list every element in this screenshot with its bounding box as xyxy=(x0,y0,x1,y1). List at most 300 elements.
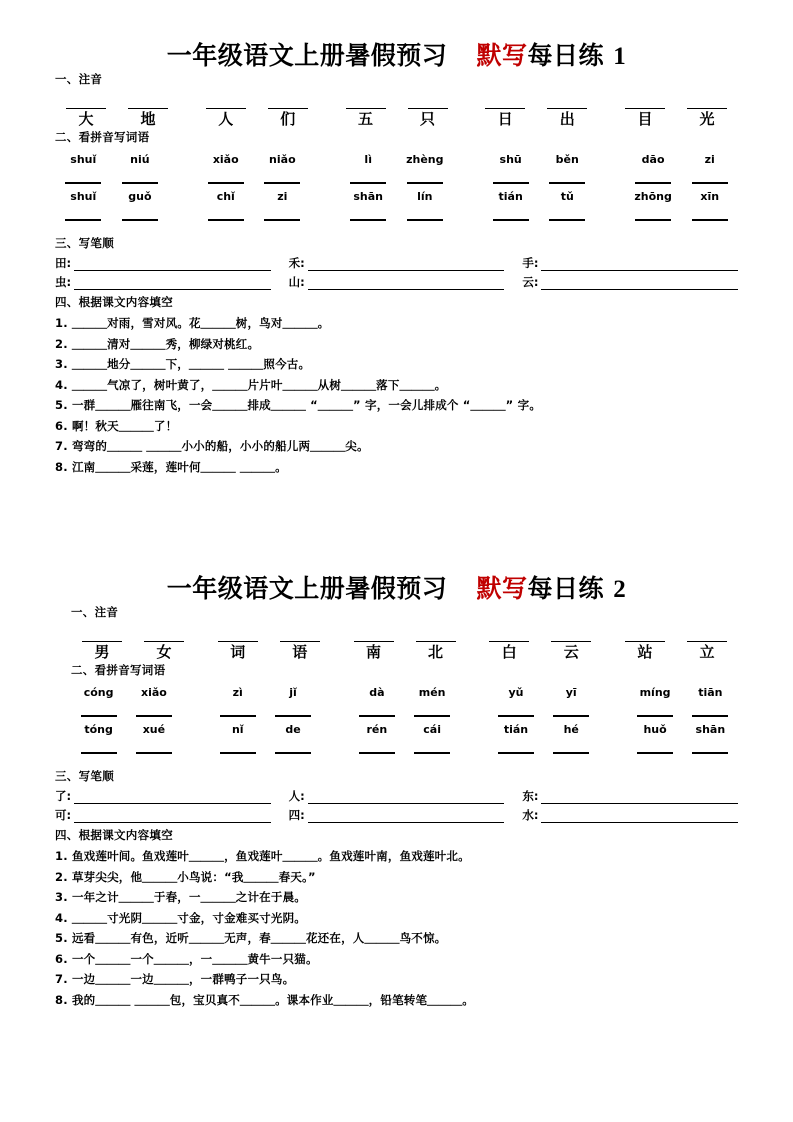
zhuyin-word-group xyxy=(195,94,319,128)
answer-blank[interactable] xyxy=(637,715,673,717)
stroke-order-item xyxy=(522,257,738,271)
question-item[interactable]: 4. ＿＿＿寸光阴＿＿＿寸金，寸金难买寸光阴。 xyxy=(55,910,306,925)
zhuyin-word-group xyxy=(614,94,738,128)
pinyin-syllable: lì xyxy=(364,152,372,166)
write-cell xyxy=(254,219,311,221)
stroke-order-item xyxy=(289,790,523,804)
pinyin-cell xyxy=(627,686,682,699)
answer-blank[interactable] xyxy=(414,752,450,754)
pinyin-cell xyxy=(254,190,311,203)
zhuyin-character: 站 xyxy=(637,642,653,661)
pinyin-cell xyxy=(349,723,404,736)
question-item[interactable]: 6. 啊！秋天＿＿＿了！ xyxy=(55,418,178,433)
answer-blank[interactable] xyxy=(493,219,529,221)
zhuyin-character: 男 xyxy=(94,642,110,661)
write-cell xyxy=(397,182,454,184)
write-cell xyxy=(482,182,539,184)
answer-blank[interactable] xyxy=(218,627,258,642)
zhuyin-cell xyxy=(478,627,540,661)
answer-blank[interactable] xyxy=(128,94,168,109)
answer-blank[interactable] xyxy=(81,715,117,717)
pinyin-cell xyxy=(71,686,126,699)
zhuyin-cell xyxy=(405,627,467,661)
stroke-order-item xyxy=(55,257,289,271)
answer-blank[interactable] xyxy=(350,219,386,221)
zhuyin-cell xyxy=(133,627,195,661)
write-answer-row xyxy=(71,752,738,754)
answer-blank[interactable] xyxy=(354,627,394,642)
stroke-char-label: 田: xyxy=(55,256,72,271)
write-cell xyxy=(482,219,539,221)
pinyin-cell xyxy=(544,686,599,699)
question-list xyxy=(55,313,738,477)
pinyin-syllable: mén xyxy=(418,685,446,699)
pinyin-cell xyxy=(265,723,320,736)
pinyin-syllable: tián xyxy=(503,722,529,736)
write-cell xyxy=(112,219,169,221)
section-heading-pinyin-2: 二、看拼音写词语 xyxy=(71,663,166,678)
write-cell xyxy=(265,715,320,717)
answer-blank[interactable] xyxy=(308,257,505,271)
pinyin-cell xyxy=(539,190,596,203)
zhuyin-cell xyxy=(269,627,331,661)
stroke-order-item xyxy=(289,276,523,290)
answer-blank[interactable] xyxy=(308,790,505,804)
stroke-order-row xyxy=(55,257,738,271)
pinyin-syllable: huǒ xyxy=(643,722,667,736)
answer-blank[interactable] xyxy=(308,809,505,823)
pinyin-block-row-1 xyxy=(55,153,738,184)
answer-blank[interactable] xyxy=(547,94,587,109)
question-item[interactable]: 8. 我的＿＿＿ ＿＿＿包，宝贝真不＿＿＿。课本作业＿＿＿，铅笔转笔＿＿＿。 xyxy=(55,992,474,1007)
question-item[interactable]: 2. ＿＿＿清对＿＿＿秀，柳绿对桃红。 xyxy=(55,336,260,351)
zhuyin-character: 只 xyxy=(419,109,435,128)
section-heading-fillblank-2: 四、根据课文内容填空 xyxy=(55,828,173,843)
pinyin-cell xyxy=(397,153,454,166)
question-item[interactable]: 3. 一年之计＿＿＿于春，一＿＿＿之计在于晨。 xyxy=(55,890,306,905)
title-main-text: 一年级语文上册暑假预习 xyxy=(166,41,448,70)
pinyin-syllable: tǔ xyxy=(560,189,574,203)
page-title-1 xyxy=(55,42,738,71)
answer-blank[interactable] xyxy=(541,276,738,290)
stroke-order-item xyxy=(55,276,289,290)
answer-blank[interactable] xyxy=(268,94,308,109)
pinyin-cell xyxy=(482,153,539,166)
zhuyin-cell xyxy=(335,94,397,128)
write-cell xyxy=(210,715,265,717)
pinyin-syllable: shuǐ xyxy=(70,152,97,166)
pinyin-syllable: xiǎo xyxy=(212,152,239,166)
answer-blank[interactable] xyxy=(692,752,728,754)
answer-blank[interactable] xyxy=(280,627,320,642)
answer-blank[interactable] xyxy=(275,715,311,717)
answer-blank[interactable] xyxy=(493,182,529,184)
zhuyin-row-2 xyxy=(55,627,738,661)
answer-blank[interactable] xyxy=(549,219,585,221)
answer-blank[interactable] xyxy=(687,94,727,109)
answer-blank[interactable] xyxy=(625,627,665,642)
pinyin-text-row xyxy=(71,686,738,699)
pinyin-text-row xyxy=(55,190,738,203)
answer-blank[interactable] xyxy=(551,627,591,642)
zhuyin-cell xyxy=(257,94,319,128)
pinyin-cell xyxy=(126,686,181,699)
question-item[interactable]: 4. ＿＿＿气凉了，树叶黄了，＿＿＿片片叶＿＿＿从树＿＿＿落下＿＿＿。 xyxy=(55,377,447,392)
write-cell xyxy=(197,182,254,184)
answer-blank[interactable] xyxy=(485,94,525,109)
pinyin-cell xyxy=(625,153,682,166)
write-cell xyxy=(625,182,682,184)
pinyin-cell xyxy=(340,153,397,166)
write-cell xyxy=(539,182,596,184)
answer-blank[interactable] xyxy=(74,276,271,290)
answer-blank[interactable] xyxy=(346,94,386,109)
stroke-order-item xyxy=(289,257,523,271)
answer-blank[interactable] xyxy=(81,752,117,754)
zhuyin-word-group xyxy=(335,94,459,128)
zhuyin-word-group xyxy=(614,627,738,661)
pinyin-syllable: xiǎo xyxy=(140,685,167,699)
answer-blank[interactable] xyxy=(122,219,158,221)
pinyin-syllable: cái xyxy=(423,722,441,736)
answer-blank[interactable] xyxy=(498,752,534,754)
pinyin-syllable: zì xyxy=(232,685,243,699)
write-cell xyxy=(340,182,397,184)
zhuyin-word-group xyxy=(55,94,179,128)
answer-blank[interactable] xyxy=(74,809,271,823)
question-item[interactable]: 6. 一个＿＿＿一个＿＿＿，一＿＿＿黄牛一只猫。 xyxy=(55,951,318,966)
stroke-char-label: 虫: xyxy=(55,275,72,290)
zhuyin-character: 目 xyxy=(637,109,653,128)
pinyin-text-row xyxy=(71,723,738,736)
write-cell xyxy=(625,219,682,221)
pinyin-cell xyxy=(197,153,254,166)
pinyin-cell xyxy=(488,723,543,736)
write-cell xyxy=(539,219,596,221)
answer-blank[interactable] xyxy=(541,809,738,823)
write-cell xyxy=(71,752,126,754)
spacer xyxy=(596,182,625,184)
pinyin-cell xyxy=(55,153,112,166)
write-cell xyxy=(404,715,459,717)
spacer xyxy=(453,182,482,184)
pinyin-syllable: cóng xyxy=(83,685,114,699)
stroke-char-label: 了: xyxy=(55,789,72,804)
zhuyin-cell xyxy=(397,94,459,128)
zhuyin-word-group xyxy=(343,627,467,661)
zhuyin-row-1 xyxy=(55,94,738,128)
answer-blank[interactable] xyxy=(308,276,505,290)
pinyin-cell xyxy=(340,190,397,203)
pinyin-syllable: zhōng xyxy=(634,189,672,203)
write-cell xyxy=(197,219,254,221)
answer-blank[interactable] xyxy=(359,715,395,717)
stroke-char-label: 人: xyxy=(288,789,305,804)
write-cell xyxy=(55,182,112,184)
zhuyin-character: 大 xyxy=(78,109,94,128)
section-heading-pinyin-1: 二、看拼音写词语 xyxy=(55,130,150,145)
zhuyin-character: 日 xyxy=(497,109,513,128)
pinyin-syllable: shān xyxy=(353,189,384,203)
answer-blank[interactable] xyxy=(692,219,728,221)
section-heading-stroke-1: 三、写笔顺 xyxy=(55,235,114,250)
answer-blank[interactable] xyxy=(692,715,728,717)
stroke-char-label: 可: xyxy=(55,808,72,823)
write-cell xyxy=(488,752,543,754)
pinyin-cell xyxy=(210,686,265,699)
title-tail-text: 每日练 xyxy=(527,41,605,70)
answer-blank[interactable] xyxy=(408,94,448,109)
question-item[interactable]: 8. 江南＿＿＿采莲，莲叶何＿＿＿ ＿＿＿。 xyxy=(55,459,287,474)
pinyin-syllable: chǐ xyxy=(216,189,235,203)
question-item[interactable]: 1. 鱼戏莲叶间。鱼戏莲叶＿＿＿，鱼戏莲叶＿＿＿。鱼戏莲叶南，鱼戏莲叶北。 xyxy=(55,849,470,864)
pinyin-cell xyxy=(126,723,181,736)
stroke-char-label: 四: xyxy=(288,808,305,823)
write-cell xyxy=(126,752,181,754)
write-cell xyxy=(397,219,454,221)
pinyin-syllable: tóng xyxy=(84,722,113,736)
write-cell xyxy=(112,182,169,184)
pinyin-syllable: míng xyxy=(639,685,671,699)
pinyin-syllable: zi xyxy=(277,189,288,203)
worksheet-page-2 xyxy=(0,575,793,1010)
write-cell xyxy=(265,752,320,754)
zhuyin-cell xyxy=(676,627,738,661)
write-cell xyxy=(404,752,459,754)
spacer xyxy=(168,219,197,221)
pinyin-cell xyxy=(210,723,265,736)
answer-blank[interactable] xyxy=(350,182,386,184)
answer-blank[interactable] xyxy=(637,752,673,754)
section-heading-stroke-2: 三、写笔顺 xyxy=(55,768,114,783)
pinyin-cell xyxy=(681,190,738,203)
pinyin-cell xyxy=(404,686,459,699)
pinyin-syllable: shū xyxy=(499,152,522,166)
pinyin-cell xyxy=(55,190,112,203)
zhuyin-cell xyxy=(195,94,257,128)
pinyin-block-row-1 xyxy=(55,686,738,717)
question-item[interactable]: 7. 弯弯的＿＿＿ ＿＿＿小小的船，小小的船儿两＿＿＿尖。 xyxy=(55,439,369,454)
pinyin-syllable: dāo xyxy=(641,152,665,166)
answer-blank[interactable] xyxy=(206,94,246,109)
answer-blank[interactable] xyxy=(407,219,443,221)
zhuyin-character: 五 xyxy=(357,109,373,128)
question-item[interactable]: 3. ＿＿＿地分＿＿＿下，＿＿＿ ＿＿＿照今古。 xyxy=(55,357,311,372)
stroke-char-label: 水: xyxy=(522,808,539,823)
answer-blank[interactable] xyxy=(136,752,172,754)
pinyin-syllable: shān xyxy=(695,722,726,736)
answer-blank[interactable] xyxy=(407,182,443,184)
question-item[interactable]: 5. 一群＿＿＿雁往南飞，一会＿＿＿排成＿＿＿ “＿＿＿” 字，一会儿排成个 “＿＿＿” 字。 xyxy=(55,398,542,413)
title-highlight-text: 默写 xyxy=(476,41,528,70)
stroke-char-label: 云: xyxy=(522,275,539,290)
answer-blank[interactable] xyxy=(489,627,529,642)
zhuyin-cell xyxy=(676,94,738,128)
spacer xyxy=(311,219,340,221)
stroke-order-item xyxy=(522,276,738,290)
zhuyin-cell xyxy=(343,627,405,661)
pinyin-cell xyxy=(197,190,254,203)
answer-blank[interactable] xyxy=(65,182,101,184)
zhuyin-cell xyxy=(207,627,269,661)
answer-blank[interactable] xyxy=(692,182,728,184)
answer-blank[interactable] xyxy=(122,182,158,184)
pinyin-cell xyxy=(112,190,169,203)
question-item[interactable]: 7. 一边＿＿＿一边＿＿＿，一群鸭子一只鸟。 xyxy=(55,972,295,987)
zhuyin-word-group xyxy=(71,627,195,661)
spacer xyxy=(599,752,628,754)
pinyin-syllable: dà xyxy=(369,685,385,699)
zhuyin-character: 白 xyxy=(501,642,517,661)
worksheet-page-1 xyxy=(0,42,793,477)
question-item[interactable]: 1. ＿＿＿对雨，雪对风。花＿＿＿树，鸟对＿＿＿。 xyxy=(55,316,330,331)
answer-blank[interactable] xyxy=(66,94,106,109)
pinyin-syllable: nǐ xyxy=(231,722,244,736)
answer-blank[interactable] xyxy=(553,752,589,754)
zhuyin-character: 北 xyxy=(427,642,443,661)
zhuyin-cell xyxy=(614,627,676,661)
stroke-order-item xyxy=(289,809,523,823)
pinyin-block-row-2 xyxy=(55,723,738,754)
write-cell xyxy=(627,752,682,754)
pinyin-cell xyxy=(544,723,599,736)
answer-blank[interactable] xyxy=(208,182,244,184)
section-heading-zhuyin-2: 一、注音 xyxy=(71,604,119,619)
answer-blank[interactable] xyxy=(359,752,395,754)
write-cell xyxy=(210,752,265,754)
pinyin-cell xyxy=(112,153,169,166)
answer-blank[interactable] xyxy=(635,182,671,184)
pinyin-syllable: zhèng xyxy=(406,152,444,166)
pinyin-syllable: de xyxy=(285,722,301,736)
write-answer-row xyxy=(71,715,738,717)
stroke-order-item xyxy=(522,790,738,804)
pinyin-cell xyxy=(625,190,682,203)
answer-blank[interactable] xyxy=(635,219,671,221)
spacer xyxy=(168,182,197,184)
title-tail-text: 每日练 xyxy=(527,574,605,603)
answer-blank[interactable] xyxy=(541,790,738,804)
zhuyin-cell xyxy=(71,627,133,661)
answer-blank[interactable] xyxy=(687,627,727,642)
answer-blank[interactable] xyxy=(208,219,244,221)
write-answer-row xyxy=(55,219,738,221)
stroke-char-label: 山: xyxy=(288,275,305,290)
answer-blank[interactable] xyxy=(275,752,311,754)
title-main-text: 一年级语文上册暑假预习 xyxy=(166,574,448,603)
pinyin-syllable: yǔ xyxy=(508,685,524,699)
spacer xyxy=(453,219,482,221)
answer-blank[interactable] xyxy=(498,715,534,717)
answer-blank[interactable] xyxy=(414,715,450,717)
write-cell xyxy=(71,715,126,717)
write-cell xyxy=(683,715,738,717)
zhuyin-cell xyxy=(474,94,536,128)
zhuyin-cell xyxy=(117,94,179,128)
pinyin-syllable: rén xyxy=(366,722,388,736)
zhuyin-character: 们 xyxy=(280,109,296,128)
title-number: 2 xyxy=(613,576,627,603)
spacer xyxy=(182,715,211,717)
answer-blank[interactable] xyxy=(553,715,589,717)
zhuyin-character: 光 xyxy=(699,109,715,128)
zhuyin-character: 南 xyxy=(365,642,381,661)
zhuyin-character: 女 xyxy=(156,642,172,661)
stroke-order-row xyxy=(55,790,738,804)
zhuyin-character: 云 xyxy=(563,642,579,661)
answer-blank[interactable] xyxy=(74,257,271,271)
pinyin-cell xyxy=(265,686,320,699)
pinyin-cell xyxy=(627,723,682,736)
write-answer-row xyxy=(55,182,738,184)
write-cell xyxy=(488,715,543,717)
pinyin-syllable: jǐ xyxy=(289,685,297,699)
answer-blank[interactable] xyxy=(144,627,184,642)
question-list xyxy=(55,846,738,1010)
spacer xyxy=(321,715,350,717)
write-cell xyxy=(55,219,112,221)
pinyin-syllable: niǎo xyxy=(269,152,296,166)
zhuyin-character: 立 xyxy=(699,642,715,661)
pinyin-cell xyxy=(404,723,459,736)
answer-blank[interactable] xyxy=(136,715,172,717)
answer-blank[interactable] xyxy=(74,790,271,804)
stroke-order-item xyxy=(55,790,289,804)
zhuyin-character: 出 xyxy=(559,109,575,128)
pinyin-cell xyxy=(683,723,738,736)
answer-blank[interactable] xyxy=(416,627,456,642)
stroke-order-row xyxy=(55,276,738,290)
pinyin-cell xyxy=(349,686,404,699)
write-cell xyxy=(627,715,682,717)
zhuyin-character: 地 xyxy=(140,109,156,128)
answer-blank[interactable] xyxy=(65,219,101,221)
question-item[interactable]: 5. 远看＿＿＿有色，近听＿＿＿无声，春＿＿＿花还在，人＿＿＿鸟不惊。 xyxy=(55,931,447,946)
answer-blank[interactable] xyxy=(549,182,585,184)
spacer xyxy=(460,715,489,717)
spacer xyxy=(460,752,489,754)
answer-blank[interactable] xyxy=(625,94,665,109)
pinyin-block-row-2 xyxy=(55,190,738,221)
zhuyin-cell xyxy=(55,94,117,128)
write-cell xyxy=(340,219,397,221)
question-item[interactable]: 2. 草芽尖尖，他＿＿＿小鸟说：“我＿＿＿春天。” xyxy=(55,869,316,884)
pinyin-syllable: hé xyxy=(563,722,579,736)
zhuyin-character: 人 xyxy=(218,109,234,128)
page-title-2 xyxy=(55,575,738,604)
stroke-char-label: 禾: xyxy=(288,256,305,271)
write-cell xyxy=(254,182,311,184)
section-heading-zhuyin-1: 一、注音 xyxy=(55,71,103,86)
pinyin-cell xyxy=(254,153,311,166)
pinyin-syllable: xué xyxy=(142,722,166,736)
write-cell xyxy=(349,752,404,754)
answer-blank[interactable] xyxy=(220,752,256,754)
answer-blank[interactable] xyxy=(541,257,738,271)
pinyin-cell xyxy=(681,153,738,166)
answer-blank[interactable] xyxy=(82,627,122,642)
answer-blank[interactable] xyxy=(264,182,300,184)
answer-blank[interactable] xyxy=(220,715,256,717)
write-cell xyxy=(683,752,738,754)
spacer xyxy=(321,752,350,754)
pinyin-cell xyxy=(71,723,126,736)
pinyin-syllable: tiān xyxy=(698,685,723,699)
zhuyin-character: 词 xyxy=(230,642,246,661)
answer-blank[interactable] xyxy=(264,219,300,221)
title-highlight-text: 默写 xyxy=(476,574,528,603)
write-cell xyxy=(681,182,738,184)
